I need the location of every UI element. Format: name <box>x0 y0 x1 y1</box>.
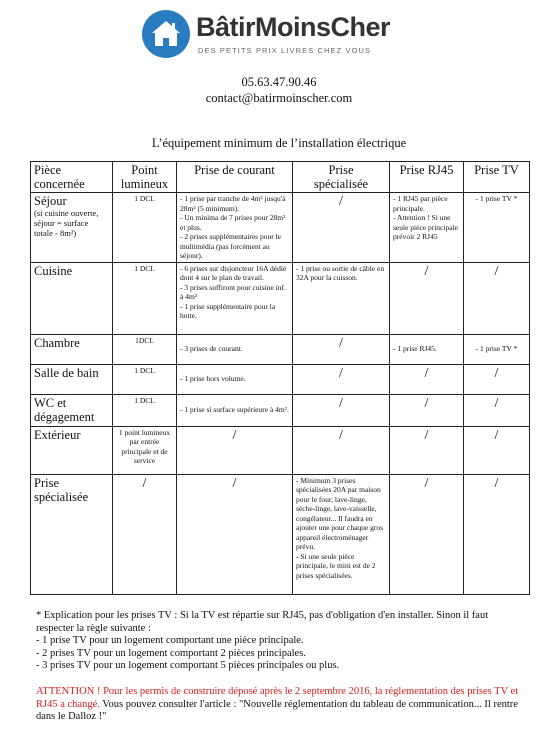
room-name: Cuisine <box>34 263 73 278</box>
brand-name: BâtirMoinsCher <box>196 12 391 42</box>
special-cell: / <box>293 334 390 364</box>
table-row <box>31 262 530 334</box>
rj45-cell: - 1 prise RJ45. <box>390 334 464 364</box>
special-cell: / <box>293 394 390 426</box>
header-room: Pièce concernée <box>31 162 113 193</box>
rj45-cell: / <box>390 474 464 594</box>
special-cell: - Minimum 3 prises spécialisées 20A par maison pour le four, lave-linge, sèche-linge, lave-vaisselle, congélateur... Il faudra en ajouter une pour chaque gros appareil électroménager prévu. - Si une seule pièce principale, le mini est de 2 prises spécialisées. <box>293 474 390 594</box>
table-header-row <box>31 162 530 193</box>
rj45-cell: / <box>390 426 464 474</box>
room-note: (si cuisine ouverte, séjour = surface totale - 8m²) <box>34 208 99 238</box>
header-outlet: Prise de courant <box>177 162 293 193</box>
light-cell: 1 DCL <box>113 262 177 334</box>
table-row <box>31 334 530 364</box>
header-tv: Prise TV <box>464 162 530 193</box>
outlet-cell: - 3 prises de courant. <box>177 334 293 364</box>
attention-warning: ATTENTION ! Pour les permis de construire déposé après le 2 septembre 2016, la réglementation des prises TV et RJ45 a changé. <box>36 686 519 710</box>
attention-notice <box>36 686 526 724</box>
outlet-cell: - 6 prises sur disjoncteur 16A dédié dont 4 sur le plan de travail. - 3 prises suffiront pour cuisine inf. à 4m² - 1 prise supplémentaire pour la hotte. <box>177 262 293 334</box>
tv-cell: - 1 prise TV * <box>464 334 530 364</box>
special-cell: / <box>293 426 390 474</box>
email-address: contact@batirmoinscher.com <box>205 91 353 105</box>
note-line: - 3 prises TV pour un logement comportant 5 pièces principales ou plus. <box>36 660 340 671</box>
rj45-cell: / <box>390 262 464 334</box>
note-line: - 1 prise TV pour un logement comportant une pièce principale. <box>36 635 304 646</box>
tv-cell: / <box>464 364 530 394</box>
room-name: Séjour <box>34 194 67 208</box>
light-cell: 1 DCL <box>113 193 177 263</box>
light-cell: / <box>113 474 177 594</box>
rj45-cell: / <box>390 364 464 394</box>
table-row <box>31 474 530 594</box>
room-cell <box>31 193 113 263</box>
room-name: Salle de bain <box>34 365 99 380</box>
brand-tagline: DES PETITS PRIX LIVRES CHEZ VOUS <box>198 46 372 55</box>
table-row <box>31 193 530 263</box>
table-row <box>31 394 530 426</box>
tv-cell: / <box>464 426 530 474</box>
room-name: Extérieur <box>34 427 81 442</box>
outlet-cell: / <box>177 426 293 474</box>
note-line: - 2 prises TV pour un logement comportant 2 pièces principales. <box>36 647 306 659</box>
room-cell <box>31 426 113 474</box>
light-cell: 1 point lumineux par entrée principale et de service <box>113 426 177 474</box>
light-cell: 1 DCL <box>113 364 177 394</box>
tv-cell: / <box>464 474 530 594</box>
room-cell <box>31 474 113 594</box>
tv-cell: - 1 prise TV * <box>464 193 530 263</box>
light-cell: 1DCL <box>113 334 177 364</box>
phone-number: 05.63.47.90.46 <box>241 75 317 89</box>
header-rj45: Prise RJ45 <box>390 162 464 193</box>
outlet-cell: - 1 prise hors volume. <box>177 364 293 394</box>
attention-article-link: Vous pouvez consulter l'article : "Nouvelle réglementation du tableau de communication... Il rentre dans le Dalloz !" <box>36 698 518 722</box>
header-special: Prise spécialisée <box>293 162 390 193</box>
room-name: Prise spécialisée <box>34 475 89 504</box>
light-cell: 1 DCL <box>113 394 177 426</box>
table-row <box>31 364 530 394</box>
room-cell <box>31 364 113 394</box>
table-row <box>31 426 530 474</box>
rj45-cell: - 1 RJ45 par pièce principale. - Attention ! Si une seule pièce principale prévoir 2 RJ45 <box>390 193 464 263</box>
tv-explanation-notes <box>36 610 526 673</box>
outlet-cell: - 1 prise si surface supérieure à 4m². <box>177 394 293 426</box>
outlet-cell: / <box>177 474 293 594</box>
rj45-cell: / <box>390 394 464 426</box>
room-cell <box>31 334 113 364</box>
brand-logo <box>142 10 412 70</box>
room-cell <box>31 262 113 334</box>
document-title: L’équipement minimum de l’installation électrique <box>151 136 407 150</box>
room-name: WC et dégagement <box>34 395 95 424</box>
special-cell: / <box>293 364 390 394</box>
tv-cell: / <box>464 262 530 334</box>
special-cell: - 1 prise ou sortie de câble en 32A pour la cuisson. <box>293 262 390 334</box>
tv-cell: / <box>464 394 530 426</box>
house-icon <box>142 10 190 58</box>
special-cell: / <box>293 193 390 263</box>
room-cell <box>31 394 113 426</box>
room-name: Chambre <box>34 335 80 350</box>
header-light: Point lumineux <box>113 162 177 193</box>
note-line: * Explication pour les prises TV : Si la TV est répartie sur RJ45, pas d'obligation d'en installer. Sinon il faut respecter la règle suivante : <box>36 610 489 634</box>
outlet-cell: - 1 prise par tranche de 4m² jusqu'à 28m² (5 minimum). - Un minima de 7 prises pour 28m² et plus. - 2 prises supplémentaires pour le multimédia (pas forcément au séjour). <box>177 193 293 263</box>
equipment-table <box>30 161 530 595</box>
